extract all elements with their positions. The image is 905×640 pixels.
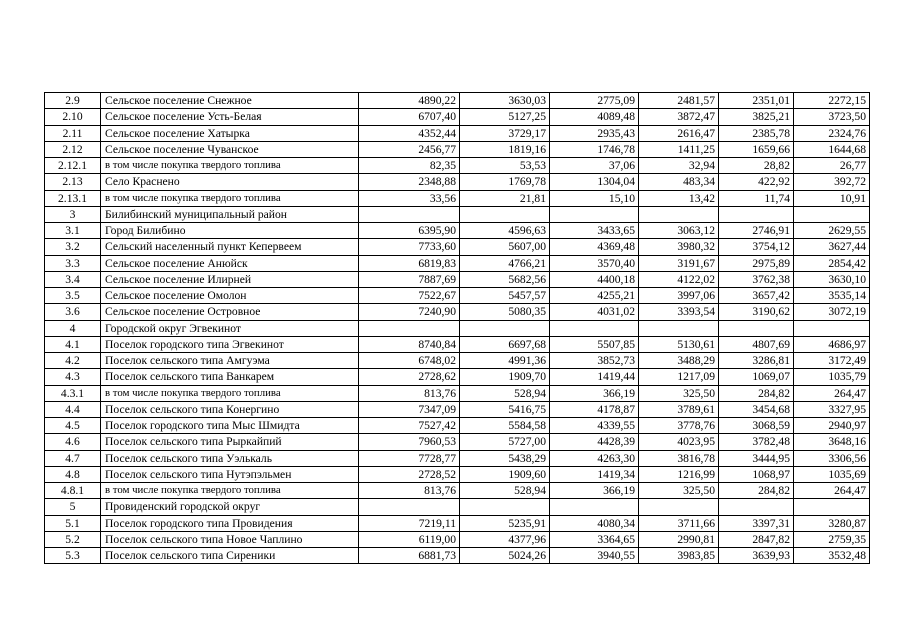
value-cell-1: 7240,90 — [359, 304, 460, 320]
value-cell-6: 26,77 — [794, 158, 870, 174]
row-number-cell: 4.3 — [45, 369, 101, 385]
value-cell-3: 37,06 — [550, 158, 639, 174]
table-row — [45, 109, 870, 125]
value-cell-6: 3535,14 — [794, 288, 870, 304]
settlement-name-cell: Сельское поселение Илирней — [101, 271, 359, 287]
value-cell-2: 1909,60 — [460, 466, 550, 482]
value-cell-3: 1304,04 — [550, 174, 639, 190]
settlement-name-cell: в том числе покупка твердого топлива — [101, 385, 359, 401]
table-row — [45, 271, 870, 287]
value-cell-4: 3488,29 — [639, 353, 719, 369]
value-cell-4: 2990,81 — [639, 531, 719, 547]
table-row — [45, 223, 870, 239]
value-cell-1: 7522,67 — [359, 288, 460, 304]
settlement-name-cell: Поселок городского типа Мыс Шмидта — [101, 418, 359, 434]
table-row — [45, 288, 870, 304]
value-cell-2: 5584,58 — [460, 418, 550, 434]
data-table — [44, 92, 870, 564]
value-cell-5: 2975,89 — [719, 255, 794, 271]
value-cell-4: 3983,85 — [639, 548, 719, 564]
value-cell-6: 3306,56 — [794, 450, 870, 466]
row-number-cell: 4.4 — [45, 401, 101, 417]
value-cell-6: 10,91 — [794, 190, 870, 206]
value-cell-2: 4991,36 — [460, 353, 550, 369]
value-cell-3 — [550, 320, 639, 336]
value-cell-5: 284,82 — [719, 385, 794, 401]
row-number-cell: 4.8.1 — [45, 483, 101, 499]
value-cell-2: 4766,21 — [460, 255, 550, 271]
settlement-name-cell: Сельское поселение Анюйск — [101, 255, 359, 271]
row-number-cell: 2.13 — [45, 174, 101, 190]
value-cell-1 — [359, 320, 460, 336]
value-cell-4 — [639, 206, 719, 222]
value-cell-2: 1819,16 — [460, 141, 550, 157]
value-cell-6: 264,47 — [794, 483, 870, 499]
row-number-cell: 4 — [45, 320, 101, 336]
value-cell-5: 1069,07 — [719, 369, 794, 385]
value-cell-1: 4352,44 — [359, 125, 460, 141]
value-cell-4: 2481,57 — [639, 93, 719, 109]
value-cell-5: 422,92 — [719, 174, 794, 190]
value-cell-1: 2728,62 — [359, 369, 460, 385]
value-cell-3 — [550, 206, 639, 222]
table-row — [45, 418, 870, 434]
table-row — [45, 499, 870, 515]
value-cell-1: 6748,02 — [359, 353, 460, 369]
value-cell-2: 3630,03 — [460, 93, 550, 109]
value-cell-2: 1909,70 — [460, 369, 550, 385]
value-cell-4: 4122,02 — [639, 271, 719, 287]
value-cell-5: 2847,82 — [719, 531, 794, 547]
value-cell-5: 3068,59 — [719, 418, 794, 434]
settlement-name-cell: Билибинский муниципальный район — [101, 206, 359, 222]
row-number-cell: 5.3 — [45, 548, 101, 564]
row-number-cell: 4.5 — [45, 418, 101, 434]
value-cell-2: 1769,78 — [460, 174, 550, 190]
value-cell-3: 4263,30 — [550, 450, 639, 466]
value-cell-4: 32,94 — [639, 158, 719, 174]
value-cell-1: 33,56 — [359, 190, 460, 206]
value-cell-3: 4031,02 — [550, 304, 639, 320]
value-cell-6: 2940,97 — [794, 418, 870, 434]
settlement-name-cell: Поселок сельского типа Новое Чаплино — [101, 531, 359, 547]
value-cell-4: 3816,78 — [639, 450, 719, 466]
value-cell-2: 528,94 — [460, 483, 550, 499]
value-cell-6 — [794, 320, 870, 336]
value-cell-1 — [359, 206, 460, 222]
value-cell-6: 1035,79 — [794, 369, 870, 385]
value-cell-3 — [550, 499, 639, 515]
settlement-name-cell: Провиденский городской округ — [101, 499, 359, 515]
value-cell-3: 3852,73 — [550, 353, 639, 369]
row-number-cell: 4.3.1 — [45, 385, 101, 401]
row-number-cell: 3.3 — [45, 255, 101, 271]
value-cell-3: 15,10 — [550, 190, 639, 206]
settlement-name-cell: Сельское поселение Усть-Белая — [101, 109, 359, 125]
value-cell-3: 2775,09 — [550, 93, 639, 109]
row-number-cell: 2.9 — [45, 93, 101, 109]
row-number-cell: 4.6 — [45, 434, 101, 450]
table-row — [45, 239, 870, 255]
settlement-name-cell: в том числе покупка твердого топлива — [101, 483, 359, 499]
value-cell-1: 7219,11 — [359, 515, 460, 531]
settlement-name-cell: Поселок сельского типа Сиреники — [101, 548, 359, 564]
value-cell-2: 4596,63 — [460, 223, 550, 239]
value-cell-5: 284,82 — [719, 483, 794, 499]
value-cell-3: 3364,65 — [550, 531, 639, 547]
value-cell-5: 1068,97 — [719, 466, 794, 482]
row-number-cell: 3.5 — [45, 288, 101, 304]
row-number-cell: 2.10 — [45, 109, 101, 125]
row-number-cell: 2.12 — [45, 141, 101, 157]
value-cell-4: 3393,54 — [639, 304, 719, 320]
value-cell-3: 1419,34 — [550, 466, 639, 482]
table-row — [45, 531, 870, 547]
value-cell-1: 7960,53 — [359, 434, 460, 450]
value-cell-2: 3729,17 — [460, 125, 550, 141]
value-cell-2: 6697,68 — [460, 336, 550, 352]
value-cell-4 — [639, 499, 719, 515]
row-number-cell: 5 — [45, 499, 101, 515]
value-cell-2: 5235,91 — [460, 515, 550, 531]
value-cell-2: 5127,25 — [460, 109, 550, 125]
row-number-cell: 3.4 — [45, 271, 101, 287]
value-cell-4: 5130,61 — [639, 336, 719, 352]
value-cell-4: 3872,47 — [639, 109, 719, 125]
table-row — [45, 434, 870, 450]
value-cell-5 — [719, 206, 794, 222]
value-cell-4: 1411,25 — [639, 141, 719, 157]
value-cell-4: 3063,12 — [639, 223, 719, 239]
value-cell-6: 2854,42 — [794, 255, 870, 271]
value-cell-6: 4686,97 — [794, 336, 870, 352]
value-cell-4: 3789,61 — [639, 401, 719, 417]
value-cell-1: 8740,84 — [359, 336, 460, 352]
value-cell-1: 6707,40 — [359, 109, 460, 125]
value-cell-4: 1216,99 — [639, 466, 719, 482]
value-cell-5: 3782,48 — [719, 434, 794, 450]
table-row — [45, 190, 870, 206]
table-row — [45, 483, 870, 499]
value-cell-6 — [794, 499, 870, 515]
settlement-name-cell: Поселок сельского типа Ванкарем — [101, 369, 359, 385]
settlement-name-cell: Сельский населенный пункт Кепервеем — [101, 239, 359, 255]
value-cell-4: 325,50 — [639, 385, 719, 401]
value-cell-5: 4807,69 — [719, 336, 794, 352]
row-number-cell: 5.2 — [45, 531, 101, 547]
table-row — [45, 320, 870, 336]
value-cell-5: 2351,01 — [719, 93, 794, 109]
value-cell-6: 3532,48 — [794, 548, 870, 564]
settlement-name-cell: в том числе покупка твердого топлива — [101, 190, 359, 206]
value-cell-5: 3286,81 — [719, 353, 794, 369]
value-cell-4: 3997,06 — [639, 288, 719, 304]
value-cell-5: 3657,42 — [719, 288, 794, 304]
value-cell-3: 366,19 — [550, 385, 639, 401]
value-cell-5: 2746,91 — [719, 223, 794, 239]
value-cell-3: 4080,34 — [550, 515, 639, 531]
value-cell-3: 2935,43 — [550, 125, 639, 141]
row-number-cell: 5.1 — [45, 515, 101, 531]
table-row — [45, 141, 870, 157]
row-number-cell: 4.7 — [45, 450, 101, 466]
table-row — [45, 255, 870, 271]
value-cell-3: 3433,65 — [550, 223, 639, 239]
value-cell-1: 2456,77 — [359, 141, 460, 157]
settlement-name-cell: Поселок городского типа Провидения — [101, 515, 359, 531]
table-row — [45, 158, 870, 174]
value-cell-3: 1746,78 — [550, 141, 639, 157]
value-cell-6 — [794, 206, 870, 222]
settlement-name-cell: Сельское поселение Снежное — [101, 93, 359, 109]
value-cell-2: 5682,56 — [460, 271, 550, 287]
settlement-name-cell: Поселок сельского типа Конергино — [101, 401, 359, 417]
value-cell-6: 3723,50 — [794, 109, 870, 125]
value-cell-2 — [460, 320, 550, 336]
table-row — [45, 304, 870, 320]
value-cell-1: 813,76 — [359, 483, 460, 499]
value-cell-5: 3762,38 — [719, 271, 794, 287]
value-cell-1: 6819,83 — [359, 255, 460, 271]
settlement-name-cell: Поселок сельского типа Уэлькаль — [101, 450, 359, 466]
value-cell-1: 82,35 — [359, 158, 460, 174]
value-cell-4: 13,42 — [639, 190, 719, 206]
row-number-cell: 3 — [45, 206, 101, 222]
settlement-name-cell: Поселок сельского типа Амгуэма — [101, 353, 359, 369]
value-cell-5: 2385,78 — [719, 125, 794, 141]
value-cell-6: 3280,87 — [794, 515, 870, 531]
value-cell-6: 3072,19 — [794, 304, 870, 320]
value-cell-6: 2272,15 — [794, 93, 870, 109]
value-cell-6: 3327,95 — [794, 401, 870, 417]
row-number-cell: 4.8 — [45, 466, 101, 482]
value-cell-3: 3570,40 — [550, 255, 639, 271]
value-cell-3: 1419,44 — [550, 369, 639, 385]
settlement-name-cell: в том числе покупка твердого топлива — [101, 158, 359, 174]
value-cell-6: 1035,69 — [794, 466, 870, 482]
row-number-cell: 3.6 — [45, 304, 101, 320]
row-number-cell: 3.2 — [45, 239, 101, 255]
settlement-name-cell: Поселок сельского типа Нутэпэльмен — [101, 466, 359, 482]
settlement-name-cell: Сельское поселение Островное — [101, 304, 359, 320]
table-row — [45, 385, 870, 401]
value-cell-6: 3630,10 — [794, 271, 870, 287]
value-cell-1: 7733,60 — [359, 239, 460, 255]
value-cell-4: 2616,47 — [639, 125, 719, 141]
value-cell-5: 1659,66 — [719, 141, 794, 157]
table-row — [45, 450, 870, 466]
value-cell-2 — [460, 206, 550, 222]
value-cell-3: 4255,21 — [550, 288, 639, 304]
table-row — [45, 466, 870, 482]
row-number-cell: 3.1 — [45, 223, 101, 239]
value-cell-6: 264,47 — [794, 385, 870, 401]
value-cell-2 — [460, 499, 550, 515]
value-cell-4: 3711,66 — [639, 515, 719, 531]
table-row — [45, 174, 870, 190]
value-cell-4: 4023,95 — [639, 434, 719, 450]
value-cell-5: 3444,95 — [719, 450, 794, 466]
settlement-name-cell: Поселок сельского типа Рыркайпий — [101, 434, 359, 450]
row-number-cell: 4.2 — [45, 353, 101, 369]
value-cell-5: 3397,31 — [719, 515, 794, 531]
value-cell-5: 3454,68 — [719, 401, 794, 417]
value-cell-5 — [719, 499, 794, 515]
value-cell-1: 4890,22 — [359, 93, 460, 109]
settlement-name-cell: Сельское поселение Чуванское — [101, 141, 359, 157]
value-cell-1: 7728,77 — [359, 450, 460, 466]
row-number-cell: 2.12.1 — [45, 158, 101, 174]
table-row — [45, 206, 870, 222]
value-cell-2: 5607,00 — [460, 239, 550, 255]
table-row — [45, 93, 870, 109]
value-cell-3: 4089,48 — [550, 109, 639, 125]
settlement-name-cell: Городской округ Эгвекинот — [101, 320, 359, 336]
value-cell-2: 5727,00 — [460, 434, 550, 450]
settlement-name-cell: Сельское поселение Хатырка — [101, 125, 359, 141]
value-cell-5: 3754,12 — [719, 239, 794, 255]
table-row — [45, 125, 870, 141]
settlement-name-cell: Город Билибино — [101, 223, 359, 239]
value-cell-1: 7527,42 — [359, 418, 460, 434]
table-row — [45, 515, 870, 531]
value-cell-3: 366,19 — [550, 483, 639, 499]
value-cell-2: 5080,35 — [460, 304, 550, 320]
value-cell-6: 2759,35 — [794, 531, 870, 547]
value-cell-1 — [359, 499, 460, 515]
row-number-cell: 2.11 — [45, 125, 101, 141]
value-cell-3: 4339,55 — [550, 418, 639, 434]
value-cell-3: 4428,39 — [550, 434, 639, 450]
table-row — [45, 401, 870, 417]
value-cell-6: 2324,76 — [794, 125, 870, 141]
value-cell-1: 7887,69 — [359, 271, 460, 287]
value-cell-2: 5416,75 — [460, 401, 550, 417]
value-cell-4: 3778,76 — [639, 418, 719, 434]
value-cell-2: 21,81 — [460, 190, 550, 206]
value-cell-5: 11,74 — [719, 190, 794, 206]
value-cell-2: 53,53 — [460, 158, 550, 174]
value-cell-2: 5438,29 — [460, 450, 550, 466]
value-cell-4 — [639, 320, 719, 336]
row-number-cell: 4.1 — [45, 336, 101, 352]
value-cell-6: 1644,68 — [794, 141, 870, 157]
value-cell-2: 528,94 — [460, 385, 550, 401]
value-cell-1: 6119,00 — [359, 531, 460, 547]
value-cell-4: 325,50 — [639, 483, 719, 499]
value-cell-6: 3648,16 — [794, 434, 870, 450]
value-cell-4: 3191,67 — [639, 255, 719, 271]
settlement-name-cell: Сельское поселение Омолон — [101, 288, 359, 304]
value-cell-2: 5024,26 — [460, 548, 550, 564]
value-cell-1: 813,76 — [359, 385, 460, 401]
value-cell-6: 3627,44 — [794, 239, 870, 255]
value-cell-5: 3825,21 — [719, 109, 794, 125]
value-cell-4: 1217,09 — [639, 369, 719, 385]
value-cell-2: 4377,96 — [460, 531, 550, 547]
value-cell-3: 5507,85 — [550, 336, 639, 352]
table-row — [45, 369, 870, 385]
value-cell-5: 28,82 — [719, 158, 794, 174]
value-cell-6: 2629,55 — [794, 223, 870, 239]
settlement-name-cell: Поселок городского типа Эгвекинот — [101, 336, 359, 352]
value-cell-5: 3639,93 — [719, 548, 794, 564]
value-cell-4: 483,34 — [639, 174, 719, 190]
value-cell-1: 6395,90 — [359, 223, 460, 239]
value-cell-3: 4369,48 — [550, 239, 639, 255]
value-cell-3: 4400,18 — [550, 271, 639, 287]
value-cell-5 — [719, 320, 794, 336]
value-cell-2: 5457,57 — [460, 288, 550, 304]
value-cell-4: 3980,32 — [639, 239, 719, 255]
value-cell-6: 392,72 — [794, 174, 870, 190]
value-cell-3: 3940,55 — [550, 548, 639, 564]
value-cell-3: 4178,87 — [550, 401, 639, 417]
table-row — [45, 353, 870, 369]
row-number-cell: 2.13.1 — [45, 190, 101, 206]
value-cell-1: 7347,09 — [359, 401, 460, 417]
value-cell-5: 3190,62 — [719, 304, 794, 320]
table-row — [45, 548, 870, 564]
table-row — [45, 336, 870, 352]
table-body — [45, 93, 870, 564]
value-cell-1: 2728,52 — [359, 466, 460, 482]
value-cell-6: 3172,49 — [794, 353, 870, 369]
settlement-name-cell: Село Краснено — [101, 174, 359, 190]
value-cell-1: 2348,88 — [359, 174, 460, 190]
value-cell-1: 6881,73 — [359, 548, 460, 564]
